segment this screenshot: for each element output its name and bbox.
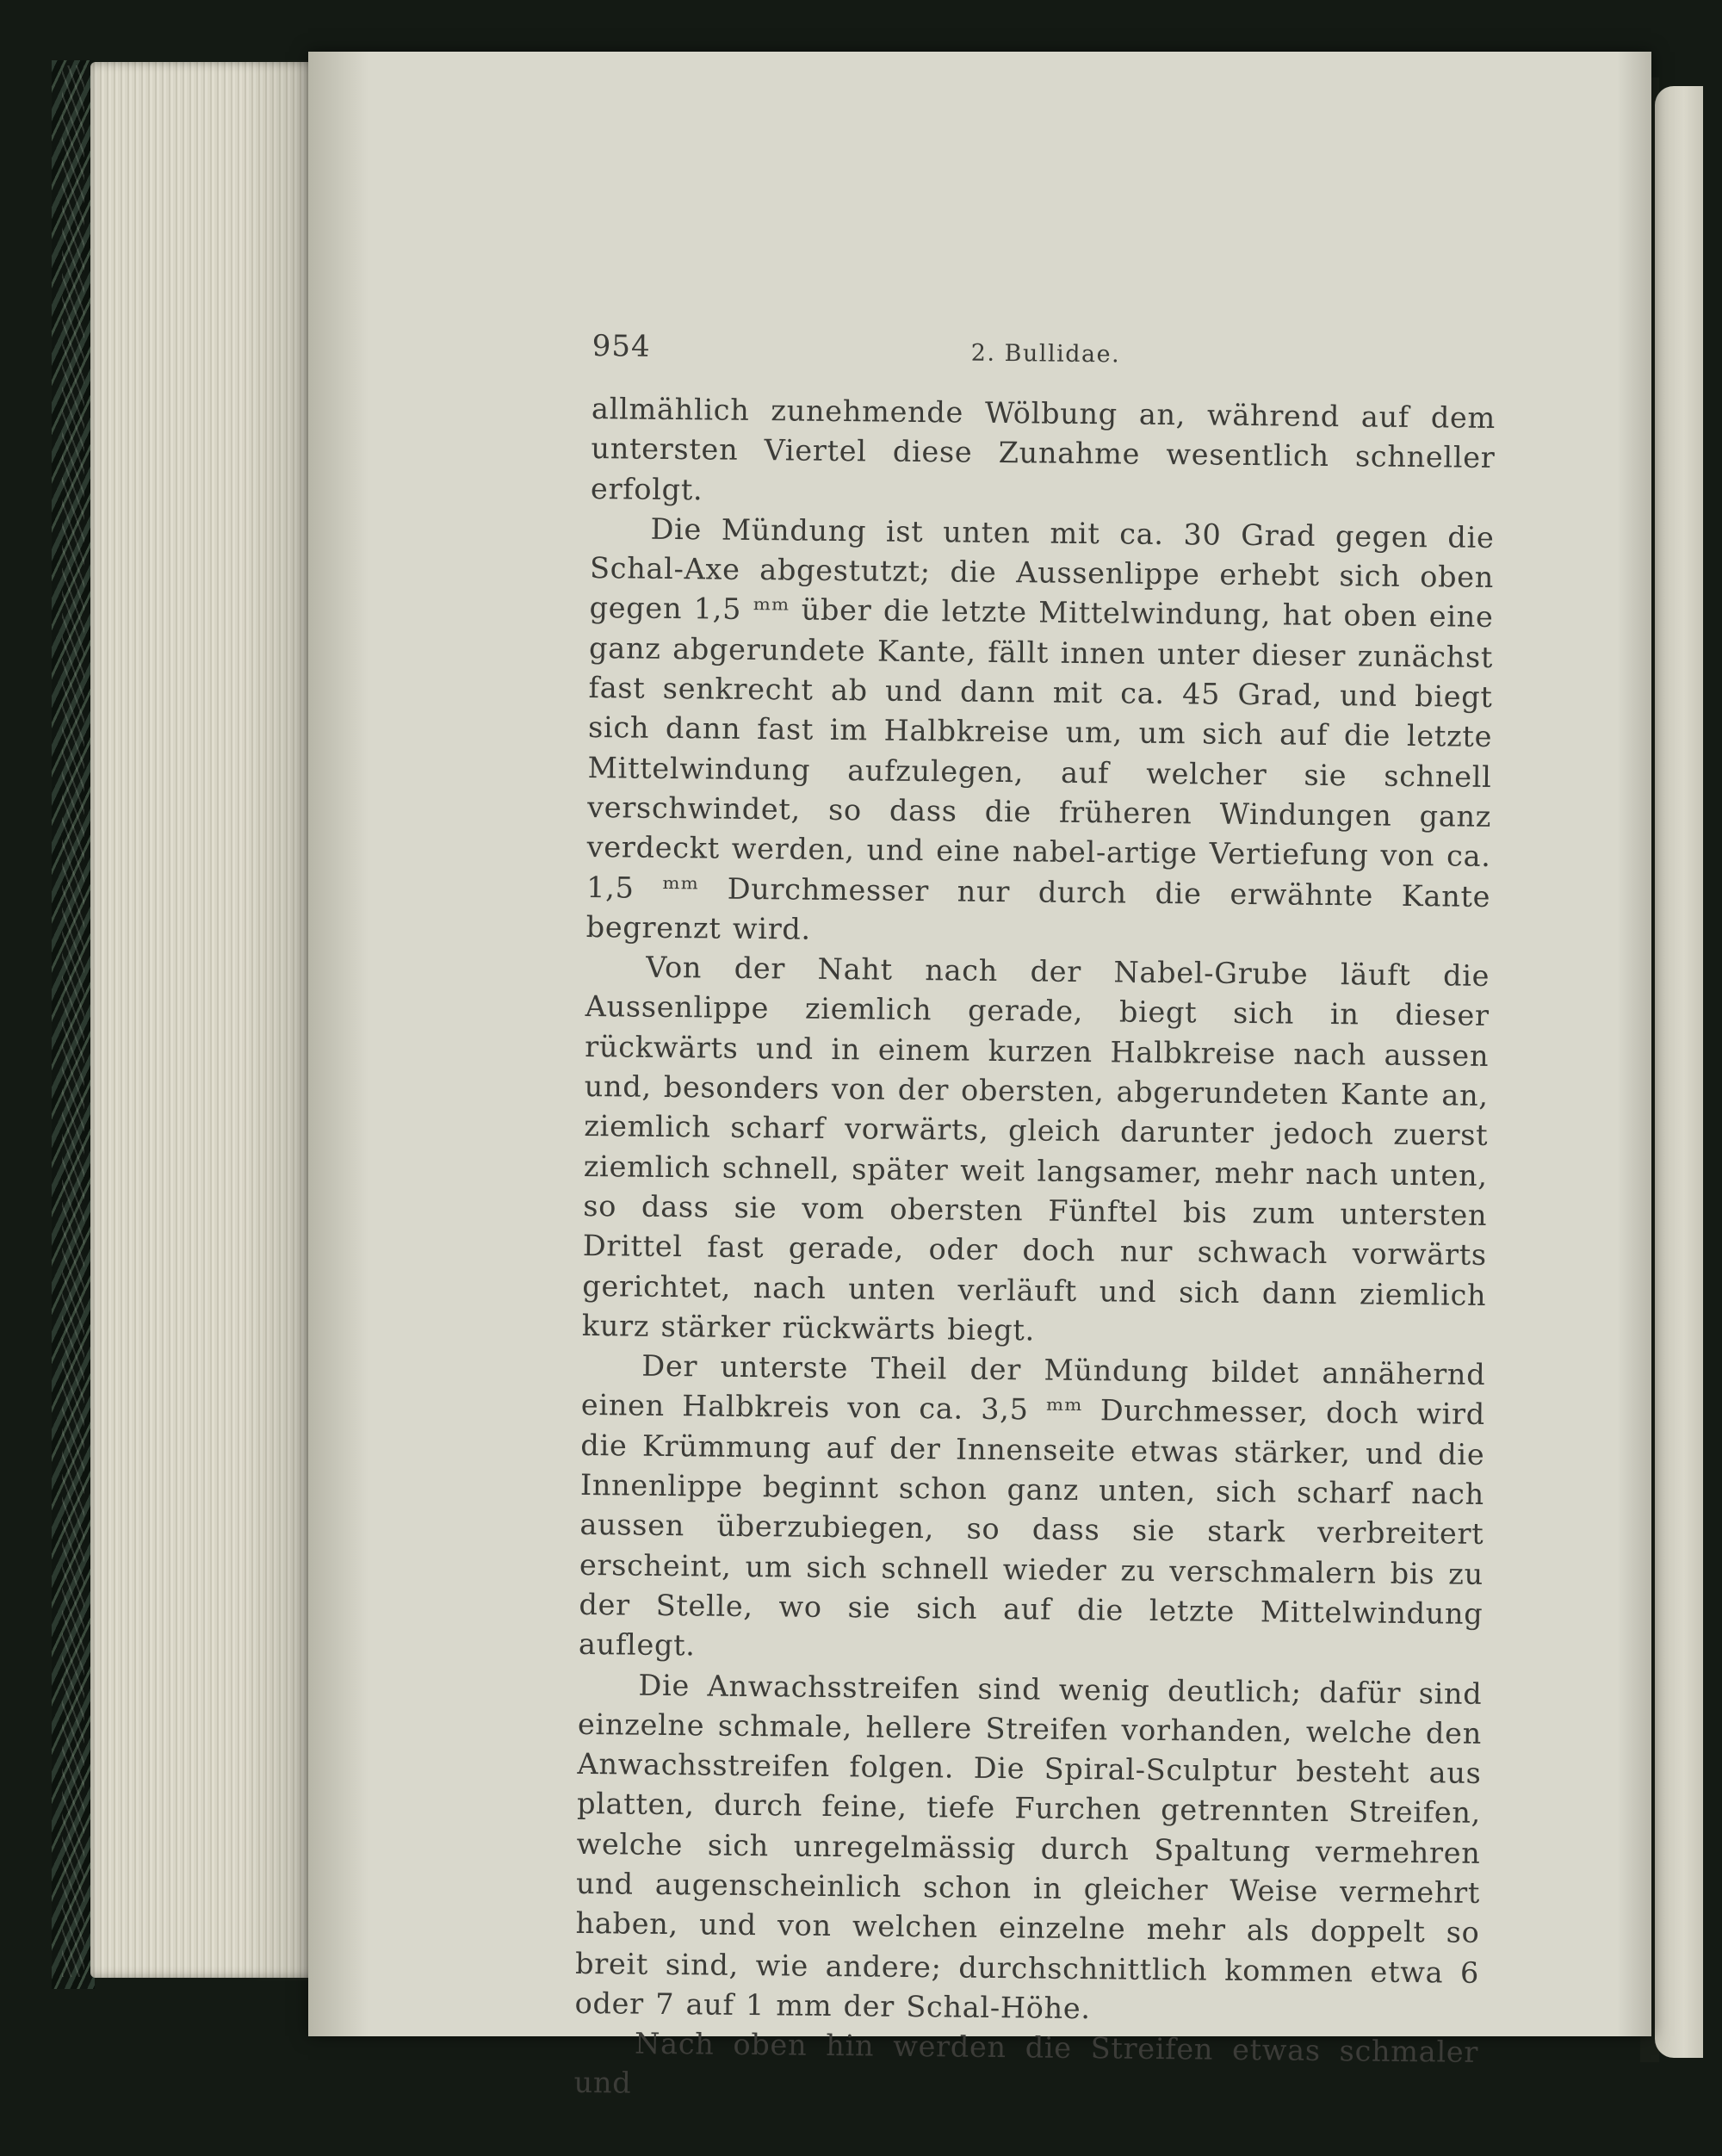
next-page-edge — [1655, 86, 1703, 2058]
cover-texture — [62, 65, 84, 1977]
paragraph: Nach oben hin werden die Streifen etwas schmaler und — [573, 2026, 1479, 2101]
body-text — [573, 389, 1496, 2113]
page-text-block — [573, 329, 1496, 2113]
paragraph: Die Mündung ist unten mit ca. 30 Grad gegen die Schal-Axe abgestutzt; die Aussenlippe erhebt sich oben gegen 1,5 ᵐᵐ über die letzte Mittelwindung, hat oben eine ganz abgerundete Kante, fällt innen unter dieser zunächst fast senkrecht ab und dann mit ca. 45 Grad, und biegt sich dann fast im Halbkreise um, um sich auf die letzte Mittelwindung aufzulegen, auf welcher sie schnell verschwindet, so dass die früheren Windungen ganz verdeckt werden, und eine nabel-artige Vertiefung von ca. 1,5 ᵐᵐ Durchmesser nur durch die erwähnte Kante begrenzt wird. — [585, 511, 1495, 946]
page-header — [592, 329, 1496, 390]
paragraph: Von der Naht nach der Nabel-Grube läuft die Aussenlippe ziemlich gerade, biegt sich in dieser rückwärts und in einem kurzen Halbkreise nach aussen und, besonders von der obersten, abgerundeten Kante an, ziemlich scharf vorwärts, gleich darunter jedoch zuerst ziemlich schnell, später weit langsamer, mehr nach unten, so dass sie vom obersten Fünftel bis zum untersten Drittel fast gerade, oder doch nur schwach vorwärts gerichtet, nach unten verläuft und sich dann ziemlich kurz stärker rückwärts biegt. — [581, 950, 1490, 1348]
paragraph: allmählich zunehmende Wölbung an, während auf dem untersten Viertel diese Zunahme wesentlich schneller erfolgt. — [590, 391, 1496, 506]
book-page — [308, 52, 1651, 2101]
paragraph: Der unterste Theil der Mündung bildet annähernd einen Halbkreis von ca. 3,5 ᵐᵐ Durchmesser, doch wird die Krümmung auf der Innenseite etwas stärker, und die Innenlippe beginnt schon ganz unten, sich scharf nach aussen überzubiegen, so dass sie stark verbreitert erscheint, um sich schnell wieder zu verschmalern bis zu der Stelle, wo sie sich auf die letzte Mittelwindung auflegt. — [578, 1348, 1486, 1663]
page-gutter-shadow — [308, 52, 369, 2036]
page-edge-shadow — [1617, 52, 1651, 2036]
running-head: 2. Bullidae. — [970, 339, 1121, 369]
page-number: 954 — [592, 329, 651, 364]
paragraph: Die Anwachsstreifen sind wenig deutlich; dafür sind einzelne schmale, hellere Streifen vorhanden, welche den Anwachsstreifen folgen. Die Spiral-Sculptur besteht aus platten, durch feine, tiefe Furchen getrennten Streifen, welche sich unregelmässig durch Spaltung vermehren und augenscheinlich schon in gleicher Weise vermehrt haben, und von welchen einzelne mehr als doppelt so breit sind, wie andere; durchschnittlich kommen etwa 6 oder 7 auf 1 mm der Schal-Höhe. — [574, 1668, 1483, 2026]
